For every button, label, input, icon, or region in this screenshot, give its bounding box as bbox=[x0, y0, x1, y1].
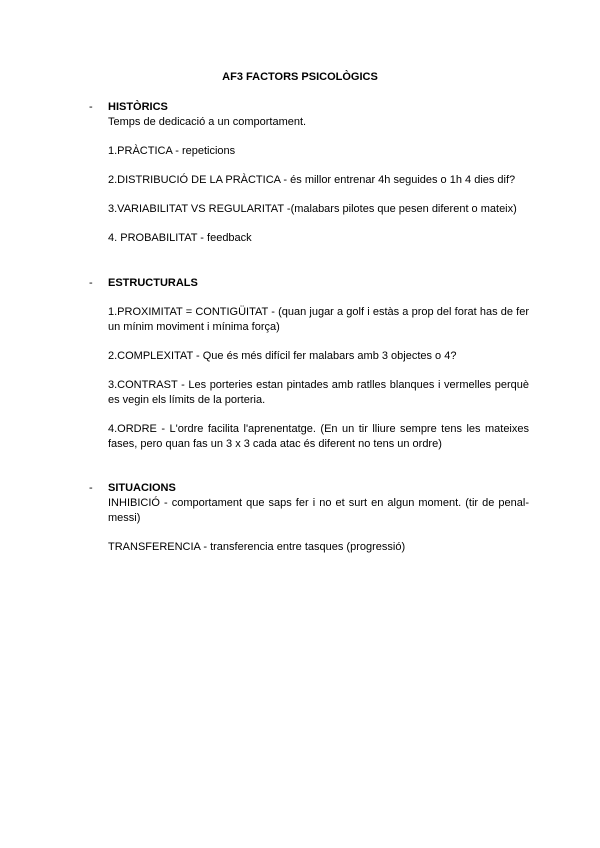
section-paragraph: 1.PRÀCTICA - repeticions bbox=[108, 145, 236, 157]
section-paragraph: 2.DISTRIBUCIÓ DE LA PRÀCTICA - és millor entrenar 4h seguides o 1h 4 dies dif? bbox=[108, 174, 516, 186]
section-bullet: - bbox=[89, 482, 93, 494]
section-heading: SITUACIONS bbox=[108, 482, 176, 494]
section-paragraph: 3.VARIABILITAT VS REGULARITAT -(malabars pilotes que pesen diferent o mateix) bbox=[108, 203, 517, 215]
section-paragraph: TRANSFERENCIA - transferencia entre tasques (progressió) bbox=[108, 541, 406, 553]
section-intro: Temps de dedicació a un comportament. bbox=[108, 116, 307, 128]
section-body bbox=[108, 115, 529, 246]
section-body bbox=[108, 305, 529, 452]
section-heading: ESTRUCTURALS bbox=[108, 277, 198, 289]
section-intro: INHIBICIÓ - comportament que saps fer i no et surt en algun moment. (tir de penal-messi) bbox=[108, 497, 529, 524]
section-body bbox=[108, 496, 529, 555]
section-historics bbox=[89, 100, 529, 260]
section-heading: HISTÒRICS bbox=[108, 101, 168, 113]
section-paragraph: 1.PROXIMITAT = CONTIGÜITAT - (quan jugar a golf i estàs a prop del forat has de fer un mínim moviment i mínima força) bbox=[108, 306, 529, 333]
section-paragraph: 2.COMPLEXITAT - Que és més difícil fer malabars amb 3 objectes o 4? bbox=[108, 350, 457, 362]
section-situacions bbox=[89, 481, 529, 569]
section-paragraph: 3.CONTRAST - Les porteries estan pintades amb ratlles blanques i vermelles perquè es vegin els límits de la porteria. bbox=[108, 379, 529, 406]
document-title: AF3 FACTORS PSICOLÒGICS bbox=[222, 71, 378, 83]
section-bullet: - bbox=[89, 277, 93, 289]
section-bullet: - bbox=[89, 101, 93, 113]
section-paragraph: 4.ORDRE - L'ordre facilita l'aprenentatge. (En un tir lliure sempre tens les mateixes fases, pero quan fas un 3 x 3 cada atac és diferent no tens un ordre) bbox=[108, 423, 529, 450]
section-estructurals bbox=[89, 276, 529, 466]
section-paragraph: 4. PROBABILITAT - feedback bbox=[108, 232, 252, 244]
